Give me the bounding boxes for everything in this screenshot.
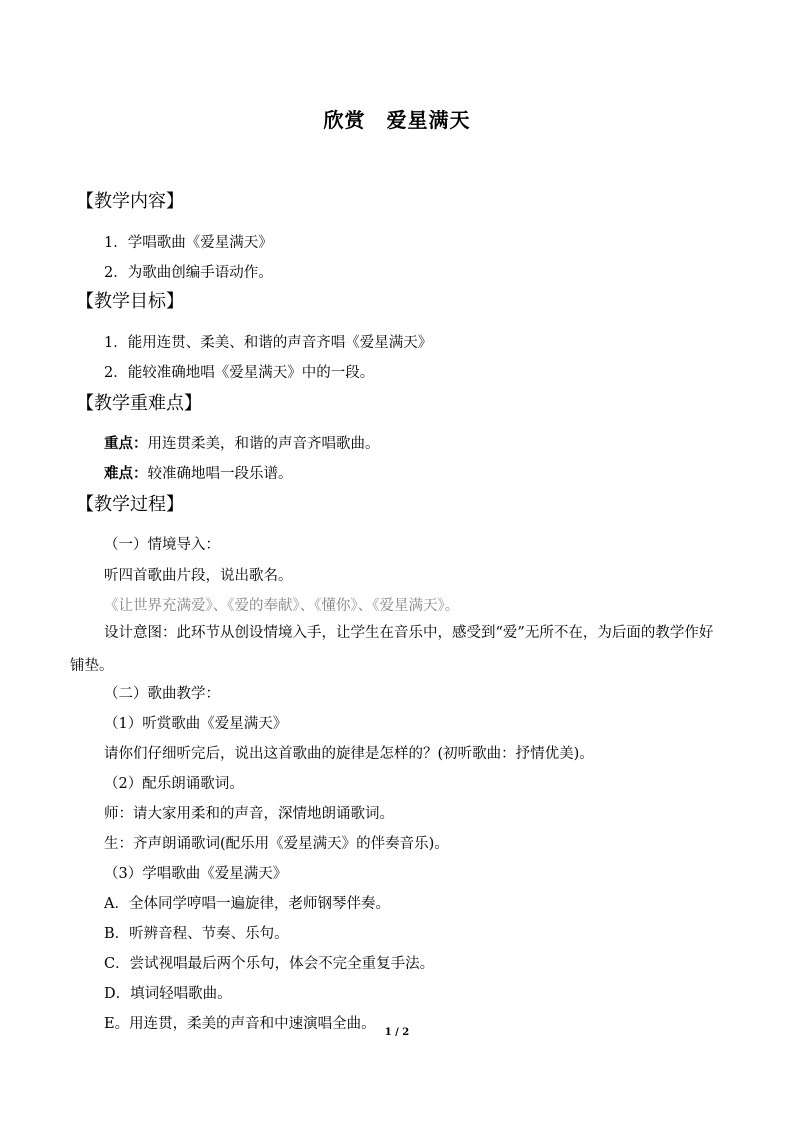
section-heading-content: 【教学内容】	[76, 191, 184, 212]
list-item: E。用连贯，柔美的声音和中速演唱全曲。	[104, 1016, 376, 1032]
difficult-point-line	[104, 464, 293, 484]
difficult-label: 难点：	[104, 465, 148, 482]
paragraph: 生：齐声朗诵歌词(配乐用《爱星满天》的伴奏音乐)。	[104, 836, 449, 852]
sub-step-title: （2）配乐朗诵歌词。	[104, 776, 244, 792]
section-heading-process: 【教学过程】	[76, 494, 184, 515]
paragraph: 听四首歌曲片段，说出歌名。	[104, 568, 293, 584]
design-intent-paragraph: 设计意图：此环节从创设情境入手，让学生在音乐中，感受到“爱”无所不在，为后面的教学作好铺垫。	[70, 625, 714, 674]
section-heading-key-points: 【教学重难点】	[76, 393, 202, 414]
sub-step-title: （1）听赏歌曲《爱星满天》	[104, 716, 288, 732]
list-item: D．填词轻唱歌曲。	[104, 986, 232, 1002]
key-point-line	[104, 434, 380, 454]
key-text: 用连贯柔美，和谐的声音齐唱歌曲。	[147, 436, 380, 452]
list-item: B．听辨音程、节奏、乐句。	[104, 926, 289, 942]
paragraph: 师：请大家用柔和的声音，深情地朗诵歌词。	[104, 806, 394, 822]
step-title: （二）歌曲教学：	[104, 686, 220, 702]
section-heading-goals: 【教学目标】	[76, 291, 184, 312]
song-list: 《让世界充满爱》、《爱的奉献》、《懂你》、《爱星满天》。	[104, 598, 460, 614]
list-item: 2．为歌曲创编手语动作。	[104, 265, 273, 281]
difficult-text: 较准确地唱一段乐谱。	[147, 466, 293, 482]
paragraph: 请你们仔细听完后，说出这首歌曲的旋律是怎样的？(初听歌曲：抒情优美)。	[104, 746, 594, 762]
key-label: 重点：	[104, 435, 148, 452]
list-item: A．全体同学哼唱一遍旋律，老师钢琴伴奏。	[104, 896, 390, 912]
page-number: 1 / 2	[384, 1027, 410, 1038]
list-item: 1．能用连贯、柔美、和谐的声音齐唱《爱星满天》	[104, 335, 433, 351]
step-title: （一）情境导入：	[104, 537, 220, 553]
list-item: 1．学唱歌曲《爱星满天》	[104, 235, 273, 251]
sub-step-title: （3）学唱歌曲《爱星满天》	[104, 866, 288, 882]
list-item: 2．能较准确地唱《爱星满天》中的一段。	[104, 365, 375, 381]
list-item: C．尝试视唱最后两个乐句，体会不完全重复手法。	[104, 956, 435, 972]
page-title: 欣赏 爱星满天	[323, 108, 471, 132]
